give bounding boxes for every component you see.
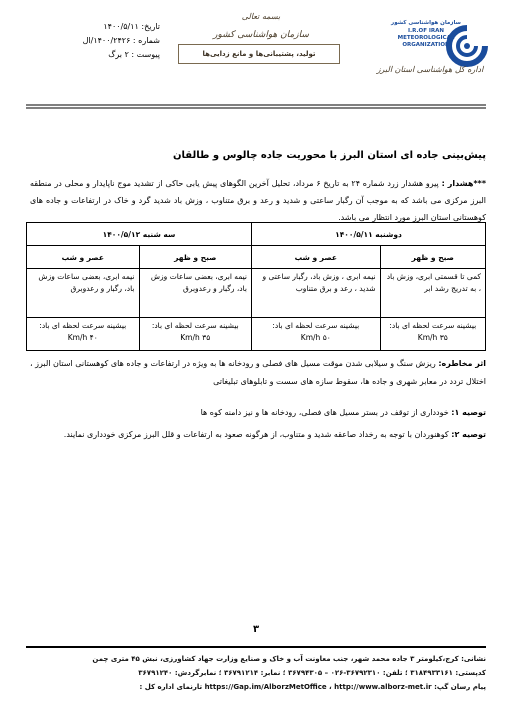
day-heading: سه شنبه ۱۴۰۰/۵/۱۲ <box>27 223 252 246</box>
hazard-paragraph <box>30 355 486 391</box>
logo-emblem <box>449 24 489 64</box>
slogan-banner: تولید، پشتیبانی‌ها و مانع زدایی‌ها <box>178 44 340 64</box>
footer-links: پیام رسان گپ: https://Gap.im/AlborzMetOffice ، http://www.alborz-met.ir تارنمای اداره کل : <box>139 683 486 691</box>
table-cell: نیمه ابری، بعضی ساعات وزش باد، رگبار و رعدوبرق <box>27 269 140 318</box>
letter-number: شماره : ۱۴۰۰/۲۴۲۶/ال <box>82 36 160 45</box>
warning-label: ***هشدار : <box>441 179 487 188</box>
table-cell <box>139 318 251 351</box>
table-row <box>27 269 486 318</box>
logo-province-fa: اداره کل هواشناسی استان البرز <box>376 65 484 74</box>
recommendation-text: کوهنوردان با توجه به رخداد صاعقه شدید و متناوب، از هرگونه صعود به ارتفاعات و قلل البرز مرکزی خودداری نمایند. <box>63 430 449 439</box>
wind-label: بیشینه سرعت لحظه ای باد: <box>151 321 239 330</box>
table-header-row <box>27 223 486 246</box>
letter-date: تاریخ: ۱۴۰۰/۵/۱۱ <box>103 22 160 31</box>
table-cell: نیمه ابری ، وزش باد، رگبار ساعتی و شدید ، رعد و برق متناوب <box>252 269 381 318</box>
hazard-label: اثر مخاطره: <box>438 359 486 368</box>
org-name: سازمان هواشناسی کشور <box>213 30 309 40</box>
wind-value: ۳۵ Km/h <box>180 333 211 342</box>
period-label: صبح و ظهر <box>380 246 485 269</box>
logo-org-fa: سازمان هواشناسی کشور <box>391 20 461 26</box>
document-title: پیش‌بینی جاده ای استان البرز با محوریت جاده چالوس و طالقان <box>173 150 486 161</box>
footer <box>28 652 486 694</box>
recommendation-label: توصیه ۲: <box>451 430 486 439</box>
period-label: عصر و شب <box>27 246 140 269</box>
forecast-table <box>26 222 486 351</box>
table-cell: کمی تا قسمتی ابری، وزش باد ، به تدریج رشد ابر <box>380 269 485 318</box>
table-period-row <box>27 246 486 269</box>
basmala: بسمه تعالی <box>241 12 281 21</box>
table-cell <box>27 318 140 351</box>
table-row <box>27 318 486 351</box>
recommendation-1 <box>30 408 486 417</box>
day-heading: دوشنبه ۱۴۰۰/۵/۱۱ <box>252 223 486 246</box>
warning-paragraph <box>30 175 486 226</box>
footer-divider <box>26 646 486 648</box>
org-logo <box>372 14 492 84</box>
logo-org-en-2: METEOROLOGICAL <box>397 35 455 41</box>
hazard-text: ریزش سنگ و سیلابی شدن موقت مسیل های فصلی و رودخانه ها به ویژه در ارتفاعات و جاده های کوهستانی استان البرز ، اختلال تردد در معابر شهری و جاده ها، سقوط سازه های سست و تابلوهای تبلیغاتی <box>30 359 486 386</box>
recommendation-text: خودداری از توقف در بستر مسیل های فصلی، رودخانه ها و نیز دامنه کوه ها <box>200 408 449 417</box>
page-number: ۳ <box>252 624 260 635</box>
wind-value: ۵۰ Km/h <box>300 333 331 342</box>
warning-text: پیرو هشدار زرد شماره ۲۴ به تاریخ ۶ مرداد، تحلیل آخرین الگوهای پیش یابی حاکی از تشدید موج ناپایدار و محلی در منطقه البرز مرکزی می باشد که به موجب آن رگبار ساعتی و شدید و رعد و برق متناوب ، وزش باد شدید گرد و خاک در ارتفاعات و جاده های کوهستانی استان البرز مورد انتظار می باشد. <box>30 179 486 222</box>
period-label: عصر و شب <box>252 246 381 269</box>
letter-meta <box>30 20 160 62</box>
recommendation-label: توصیه ۱: <box>451 408 486 417</box>
wind-label: بیشینه سرعت لحظه ای باد: <box>39 321 127 330</box>
header-divider <box>26 104 486 109</box>
wind-label: بیشینه سرعت لحظه ای باد: <box>389 321 477 330</box>
period-label: صبح و ظهر <box>139 246 251 269</box>
logo-org-en-1: I.R.OF IRAN <box>407 28 445 34</box>
recommendation-2 <box>30 430 486 439</box>
letter-attachment: پیوست : ۲ برگ <box>108 50 160 59</box>
wind-label: بیشینه سرعت لحظه ای باد: <box>272 321 360 330</box>
footer-contacts: کدپستی: ۳۱۸۴۹۳۳۱۶۱ ؛ تلفن: ۳۶۷۹۲۳۱۰-۰۲۶ – ۳۶۷۹۴۳۰۵ ؛ نمابر: ۳۶۷۹۱۲۱۴ ؛ نمابرگردش: ۳۶۷۹۱۲۴۰ <box>138 669 486 677</box>
table-cell <box>380 318 485 351</box>
footer-address: نشانی: کرج،کیلومتر ۳ جاده محمد شهر، جنب معاونت آب و خاک و صنایع وزارت جهاد کشاورزی، نبش ۴۵ متری چمن <box>92 655 486 663</box>
logo-org-en-3: ORGANIZATION <box>402 42 450 48</box>
table-cell <box>252 318 381 351</box>
wind-value: ۳۵ Km/h <box>417 333 448 342</box>
table-cell: نیمه ابری، بعضی ساعات وزش باد، رگبار و رعدوبرق <box>139 269 251 318</box>
wind-value: ۴۰ Km/h <box>67 333 98 342</box>
